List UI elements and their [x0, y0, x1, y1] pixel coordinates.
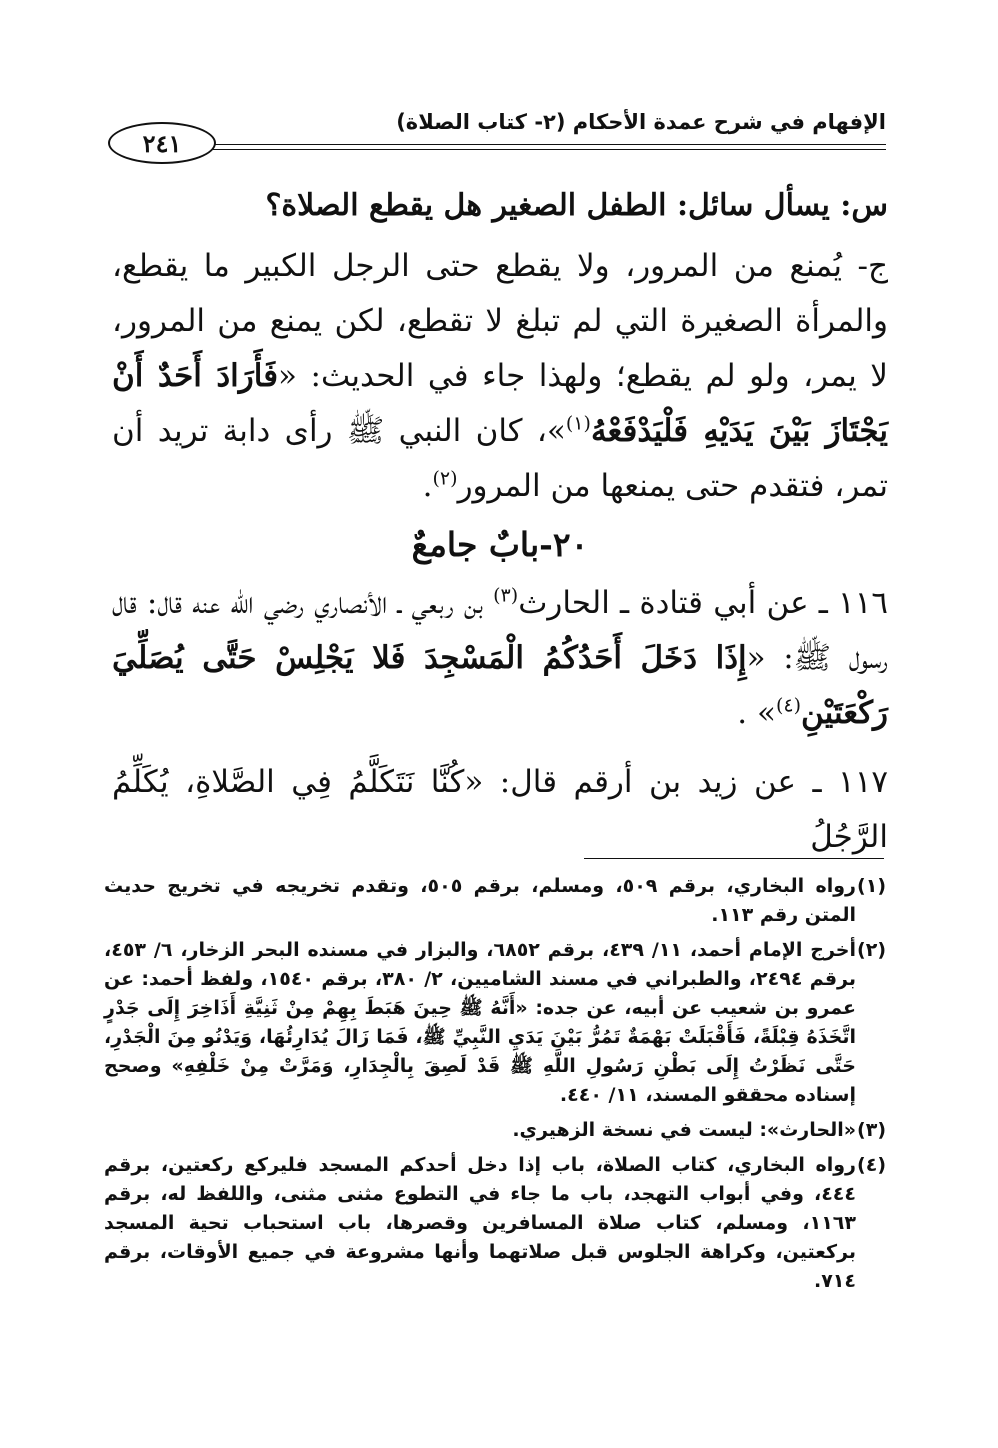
footnote-number: (٢) [857, 939, 886, 961]
footnote-ref-2[interactable]: (٢) [432, 467, 458, 490]
hadith-116 [112, 576, 888, 741]
answer-paragraph [112, 239, 888, 514]
spacer [112, 741, 888, 755]
footnote-text: رواه البخاري، كتاب الصلاة، باب إذا دخل أحدكم المسجد فليركع ركعتين، برقم ٤٤٤، وفي أبواب التهجد، باب ما جاء في التطوع مثنى مثنى، واللفظ له، برقم ١١٦٣، ومسلم، كتاب صلاة المسافرين وقصرها، باب استحباب تحية المسجد بركعتين، وكراهة الجلوس قبل صلاتهما وأنها مشروعة في جميع الأوقات، برقم ٧١٤. [104, 1154, 856, 1292]
hadith-117-text: كُنَّا نَتَكَلَّمُ فِي الصَّلاةِ، يُكَلِّمُ الرَّجُلُ [112, 764, 888, 855]
footnote-ref-4[interactable]: (٤) [775, 694, 801, 717]
hadith-116-mid: بن ربعي ـ الأنصاري رضي الله عنه قال: قال رسول ﷺ: « [112, 585, 888, 676]
footnote-number: (٤) [857, 1154, 886, 1176]
question: س: يسأل سائل: الطفل الصغير هل يقطع الصلاة؟ [265, 188, 888, 223]
hadith-116-end: » . [737, 695, 776, 731]
page-number: ٢٤١ [142, 128, 182, 158]
footnote-1 [104, 872, 886, 930]
running-head-title: الإفهام في شرح عمدة الأحكام (٢- كتاب الصلاة) [396, 110, 886, 134]
footnote-separator [584, 858, 884, 859]
header-rule-bottom [204, 149, 886, 150]
hadith-116-intro: ١١٦ ـ عن أبي قتادة ـ الحارث [518, 585, 888, 621]
footnote-text: «الحارث»: ليست في نسخة الزهيري. [512, 1119, 856, 1141]
footnote-ref-3[interactable]: (٣) [493, 584, 519, 607]
answer-end: . [422, 468, 433, 504]
answer-text-1: ج- يُمنع من المرور، ولا يقطع حتى الرجل الكبير ما يقطع، والمرأة الصغيرة التي لم تبلغ لا تقطع، لكن يمنع من المرور، لا يمر، ولو لم يقطع؛ ولهذا جاء في الحديث: « [112, 248, 888, 394]
answer-text-2: »، كان النبي ﷺ رأى دابة تريد أن تمر، فتقدم حتى يمنعها من المرور [112, 413, 888, 504]
footnote-3 [104, 1116, 886, 1145]
footnotes [104, 872, 886, 1302]
footnote-4 [104, 1151, 886, 1296]
chapter-title: ٢٠-بابٌ جامعٌ [411, 525, 589, 564]
page-header [100, 108, 886, 158]
hadith-117-intro: ١١٧ ـ عن زيد بن أرقم قال: « [464, 764, 888, 800]
header-rule-top [204, 144, 886, 145]
page-number-badge [108, 122, 216, 164]
footnote-number: (٣) [857, 1119, 886, 1141]
hadith-117 [112, 755, 888, 865]
footnote-2 [104, 936, 886, 1110]
hadith-quote-1: فَأَرَادَ أَحَدٌ أَنْ يَجْتَازَ بَيْنَ يَدَيْهِ فَلْيَدْفَعْهُ [112, 358, 888, 449]
footnote-number: (١) [857, 875, 886, 897]
main-text [112, 178, 888, 865]
footnote-ref-1[interactable]: (١) [565, 412, 591, 435]
hadith-116-text: إِذَا دَخَلَ أَحَدُكُمُ الْمَسْجِدَ فَلا يَجْلِسْ حَتَّى يُصَلِّيَ رَكْعَتَيْنِ [112, 640, 888, 731]
footnote-text: رواه البخاري، برقم ٥٠٩، ومسلم، برقم ٥٠٥، وتقدم تخريجه في تخريج حديث المتن رقم ١١٣. [104, 875, 856, 926]
footnote-text: أخرج الإمام أحمد، ١١/ ٤٣٩، برقم ٦٨٥٢، والبزار في مسنده البحر الزخار، ٦/ ٤٥٣، برقم ٢٤٩٤، والطبراني في مسند الشاميين، ٢/ ٣٨٠، برقم ١٥٤٠، ولفظ أحمد: عن عمرو بن شعيب عن أبيه، عن جده: «أَنَّهُ ﷺ حِينَ هَبَطَ بِهِمْ مِنْ ثَنِيَّةِ أَذَاخِرَ إِلَى جَدْرٍ اتَّخَذَهُ قِبْلَةً، فَأَقْبَلَتْ بَهْمَةٌ تَمُرُّ بَيْنَ يَدَيِ النَّبِيِّ ﷺ، فَمَا زَالَ يُدَارِئُهَا، وَيَدْنُو مِنَ الْجَدْرِ، حَتَّى نَظَرْتُ إِلَى بَطْنِ رَسُولِ اللَّهِ ﷺ قَدْ لَصِقَ بِالْجِدَارِ، وَمَرَّتْ مِنْ خَلْفِهِ» وصحح إسناده محققو المسند، ١١/ ٤٤٠. [104, 939, 857, 1106]
